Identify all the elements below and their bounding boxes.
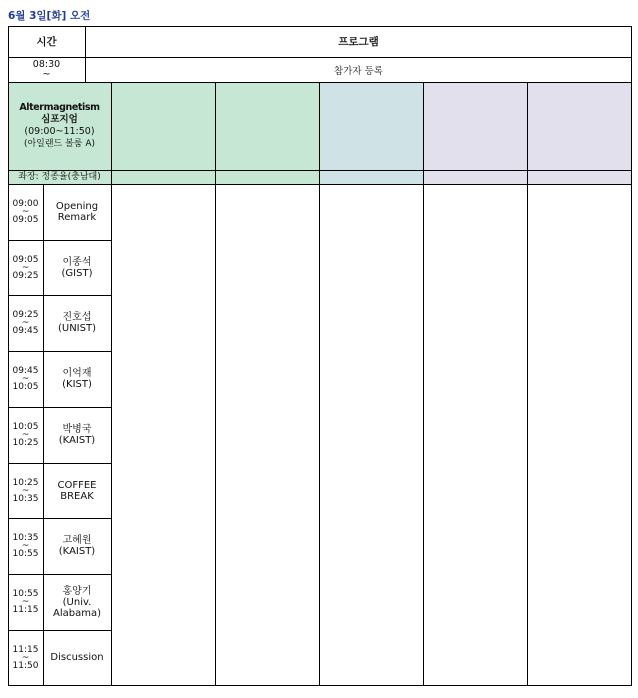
registration-time-value: 08:30 bbox=[32, 59, 61, 70]
slot-program bbox=[43, 630, 111, 685]
grid-hline bbox=[8, 407, 111, 408]
session-time-range: (09:00~11:50) bbox=[24, 126, 95, 137]
slot-time bbox=[8, 295, 43, 351]
slot-program-line2: (Univ. bbox=[62, 596, 92, 608]
slot-time-end: 10:55 bbox=[12, 549, 39, 559]
slot-time-start: 10:35 bbox=[12, 533, 39, 543]
slot-time-end: 09:45 bbox=[12, 326, 39, 336]
slot-time-start: 09:25 bbox=[12, 310, 39, 320]
slot-program bbox=[43, 240, 111, 295]
grid-hline bbox=[8, 184, 632, 185]
slot-time-start: 11:15 bbox=[12, 644, 39, 655]
session-title: Altermagnetism bbox=[19, 102, 100, 113]
slot-time-end: 09:25 bbox=[12, 270, 39, 281]
grid-hline bbox=[8, 240, 111, 241]
schedule-table bbox=[8, 26, 632, 686]
slot-program-line2: Remark bbox=[57, 212, 97, 223]
grid-hline bbox=[8, 26, 632, 27]
slot-program bbox=[43, 184, 111, 240]
slot-program-line1: COFFEE bbox=[57, 479, 97, 491]
slot-program bbox=[43, 295, 111, 351]
slot-program-line1: 이종석 bbox=[62, 256, 92, 268]
chair-row-bg-2 bbox=[111, 170, 215, 184]
slot-time-start: 09:45 bbox=[12, 366, 39, 376]
session-cell-3 bbox=[215, 82, 319, 170]
slot-time-end: 10:05 bbox=[12, 382, 39, 392]
grid-vline bbox=[423, 82, 424, 686]
slot-program-line2: (GIST) bbox=[61, 267, 93, 279]
registration-label: 참가자 등록 bbox=[334, 65, 383, 77]
grid-hline bbox=[8, 351, 111, 352]
slot-time-tilde: ~ bbox=[21, 430, 30, 440]
slot-program bbox=[43, 407, 111, 463]
slot-time bbox=[8, 574, 43, 630]
session-cell-4 bbox=[319, 82, 423, 170]
slot-program bbox=[43, 574, 111, 630]
slot-time-start: 10:55 bbox=[12, 589, 39, 599]
slot-program-line1: Opening bbox=[55, 201, 99, 212]
slot-time-end: 11:15 bbox=[12, 605, 39, 615]
slot-time bbox=[8, 407, 43, 463]
slot-program-line3: Alabama) bbox=[53, 607, 101, 619]
chair-row-bg-3 bbox=[215, 170, 319, 184]
slot-program bbox=[43, 518, 111, 574]
slot-program-line2: (KIST) bbox=[62, 379, 92, 390]
slot-program-line1: 진호섭 bbox=[62, 312, 92, 323]
slot-program-line1: 이억재 bbox=[62, 368, 92, 379]
grid-hline bbox=[8, 463, 111, 464]
slot-program-line1: 고혜원 bbox=[62, 535, 92, 546]
slot-program-line2: BREAK bbox=[60, 490, 94, 502]
slot-time-start: 10:05 bbox=[12, 422, 39, 432]
slot-program-line1: 박병국 bbox=[62, 424, 92, 435]
slot-time-tilde: ~ bbox=[21, 262, 30, 273]
slot-time bbox=[8, 463, 43, 518]
chair-row-bg-5 bbox=[423, 170, 527, 184]
slot-time-tilde: ~ bbox=[21, 541, 30, 551]
slot-time-end: 09:05 bbox=[12, 215, 39, 225]
grid-hline bbox=[8, 295, 111, 296]
slot-time-start: 09:05 bbox=[12, 254, 39, 265]
slot-program-line2: (KAIST) bbox=[58, 546, 96, 557]
slot-time-tilde: ~ bbox=[21, 374, 30, 384]
grid-hline bbox=[8, 630, 111, 631]
grid-vline bbox=[319, 82, 320, 686]
session-chair: 좌장: 정종율(충남대) bbox=[18, 172, 101, 182]
slot-time-tilde: ~ bbox=[21, 485, 30, 496]
grid-hline bbox=[8, 518, 111, 519]
slot-time-end: 11:50 bbox=[12, 660, 39, 671]
grid-hline bbox=[8, 170, 632, 171]
registration-time bbox=[8, 57, 85, 82]
program-column-header: 프로그램 bbox=[338, 36, 379, 48]
chair-row-bg-6 bbox=[527, 170, 632, 184]
grid-vline bbox=[8, 26, 9, 686]
session-cell-2 bbox=[111, 82, 215, 170]
registration-tilde: ~ bbox=[42, 69, 51, 80]
slot-time bbox=[8, 240, 43, 295]
slot-time-start: 09:00 bbox=[12, 199, 39, 209]
grid-vline bbox=[85, 26, 86, 82]
time-column-header: 시간 bbox=[36, 36, 57, 48]
grid-hline bbox=[8, 57, 632, 58]
slot-time-tilde: ~ bbox=[21, 207, 30, 217]
slot-program-line1: Discussion bbox=[50, 652, 104, 663]
date-title: 6월 3일[화] 오전 bbox=[8, 10, 91, 22]
slot-program-line1: 홍양기 bbox=[62, 585, 92, 597]
slot-time-start: 10:25 bbox=[12, 477, 39, 488]
grid-vline bbox=[43, 184, 44, 685]
chair-row-bg-4 bbox=[319, 170, 423, 184]
slot-time-tilde: ~ bbox=[21, 318, 30, 328]
slot-program bbox=[43, 351, 111, 407]
grid-vline bbox=[111, 82, 112, 686]
session-cell-6 bbox=[527, 82, 632, 170]
slot-program-line2: (UNIST) bbox=[57, 323, 96, 334]
slot-time-end: 10:35 bbox=[12, 493, 39, 504]
slot-time bbox=[8, 518, 43, 574]
grid-hline bbox=[8, 82, 632, 83]
session-subtitle: 심포지엄 bbox=[41, 114, 78, 125]
slot-time bbox=[8, 184, 43, 240]
grid-vline bbox=[631, 26, 632, 686]
session-room: (아일랜드 볼룸 A) bbox=[23, 139, 96, 149]
slot-program-line2: (KAIST) bbox=[58, 435, 96, 446]
grid-vline bbox=[527, 82, 528, 686]
slot-time bbox=[8, 630, 43, 685]
session-cell-5 bbox=[423, 82, 527, 170]
slot-time-tilde: ~ bbox=[21, 597, 30, 607]
grid-hline bbox=[8, 685, 632, 686]
slot-program bbox=[43, 463, 111, 518]
slot-time-tilde: ~ bbox=[21, 652, 30, 663]
grid-vline bbox=[215, 82, 216, 686]
slot-time-end: 10:25 bbox=[12, 438, 39, 448]
slot-time bbox=[8, 351, 43, 407]
session-header bbox=[8, 82, 111, 170]
grid-hline bbox=[8, 574, 111, 575]
